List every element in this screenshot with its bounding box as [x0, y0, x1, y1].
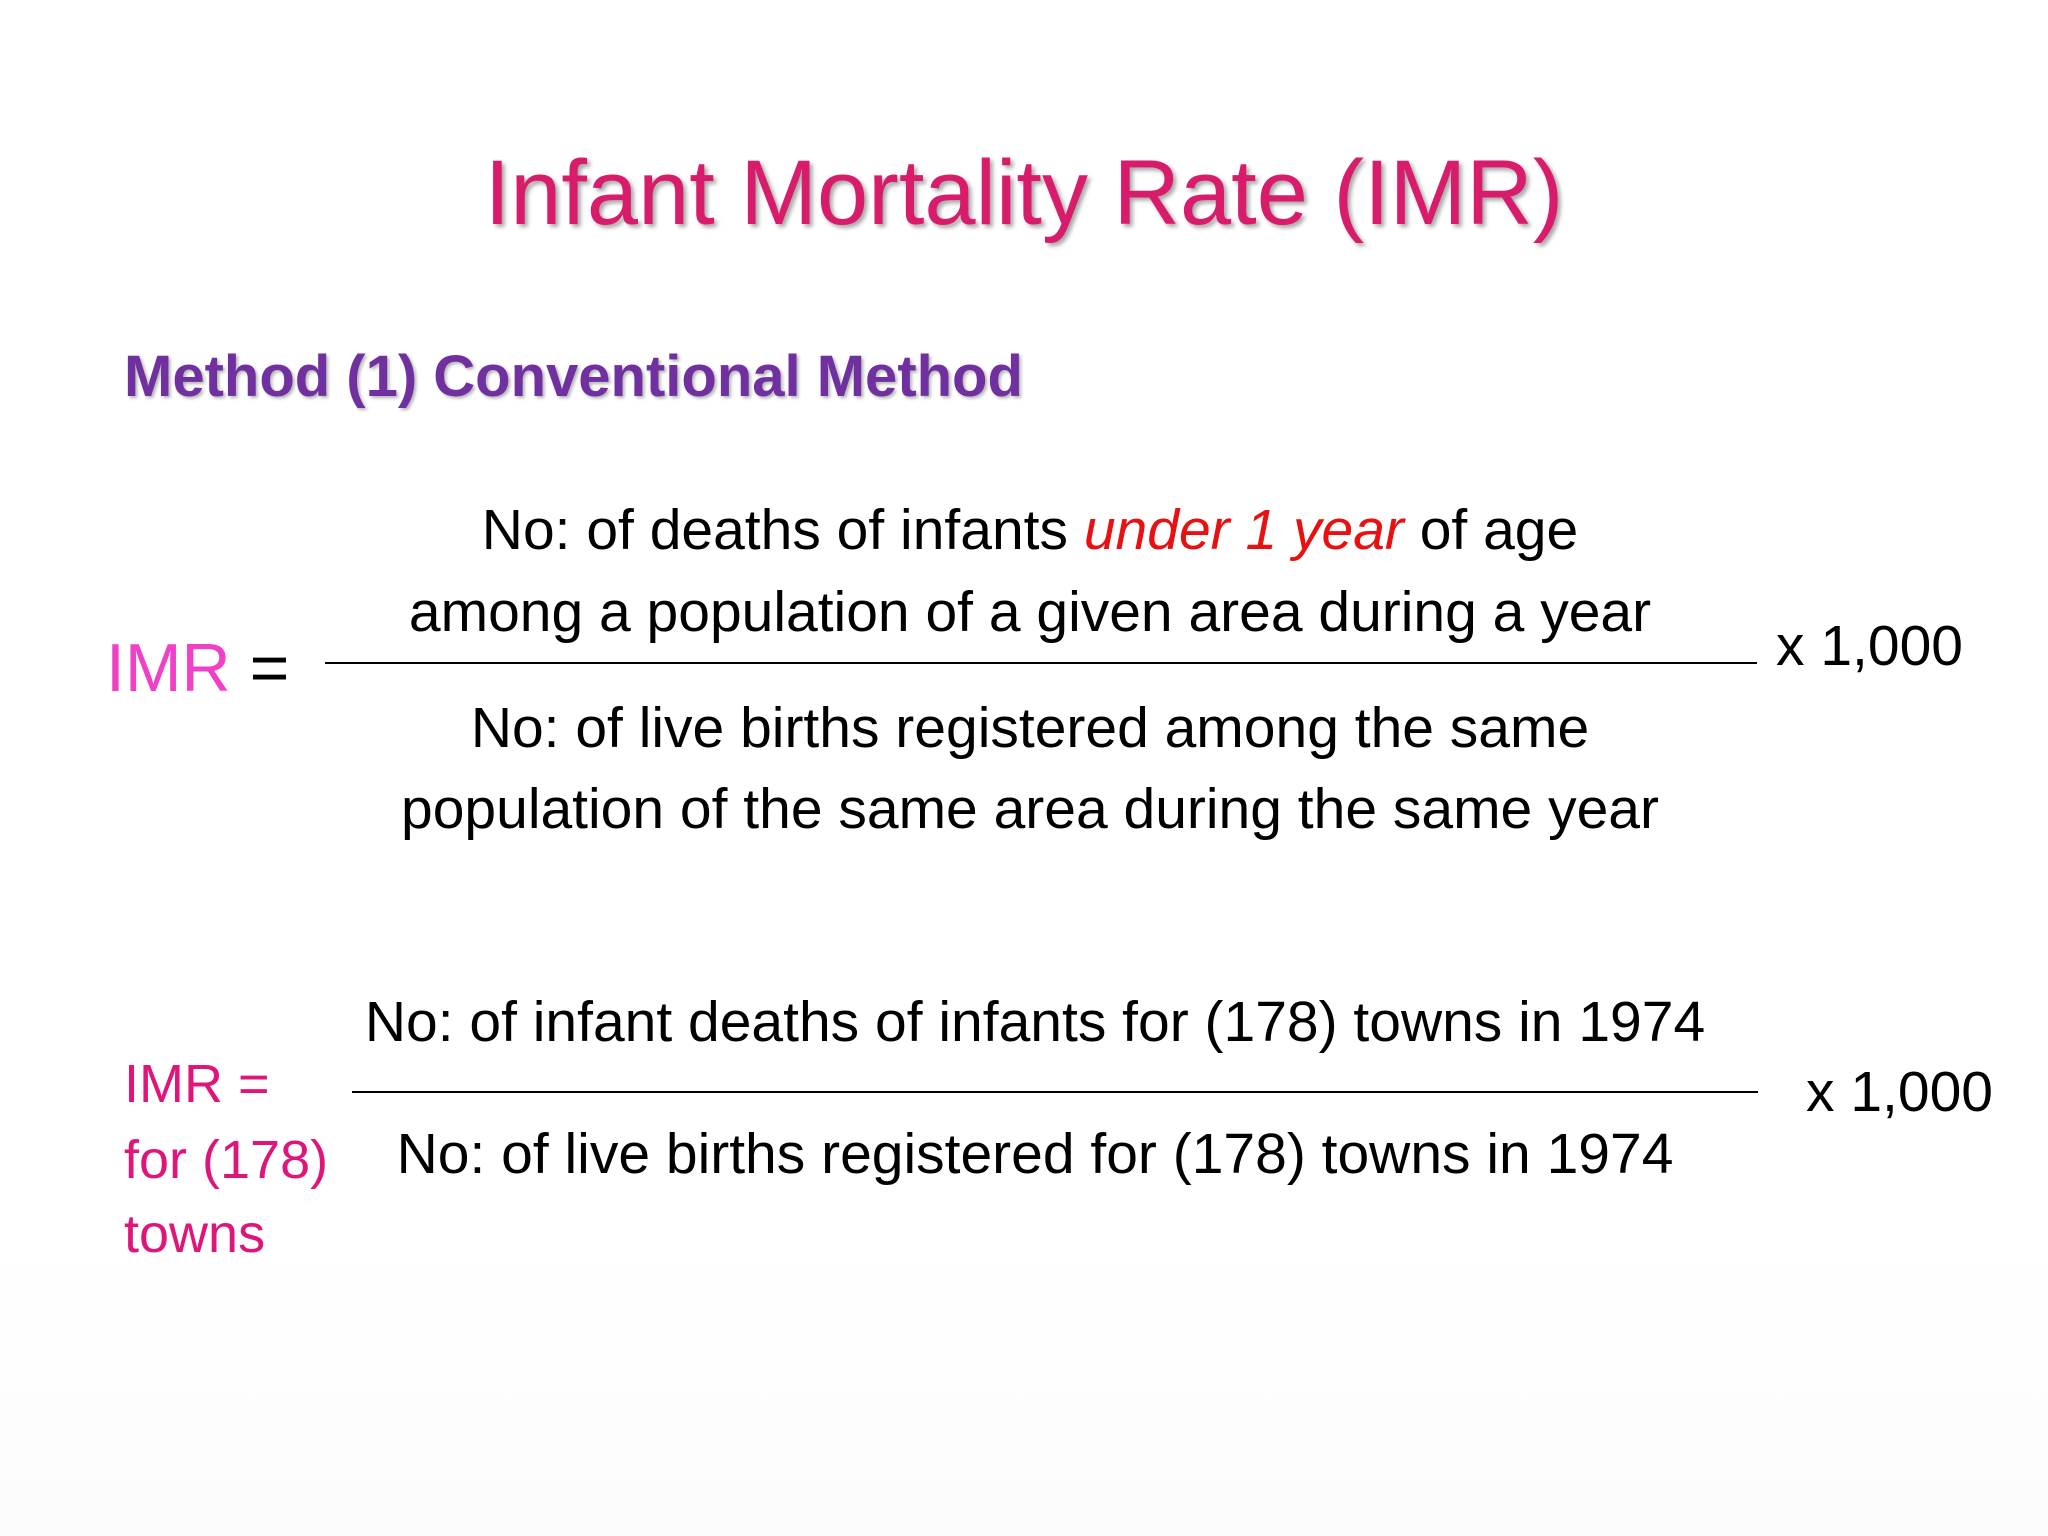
formula1-multiplier: x 1,000 — [1776, 614, 1963, 678]
formula2-denominator: No: of live births registered for (178) towns in 1974 — [396, 1122, 1674, 1186]
formula2-lhs-line3: towns — [124, 1204, 266, 1264]
formula2-numerator: No: of infant deaths of infants for (178) towns in 1974 — [364, 990, 1706, 1054]
formula2-lhs-line2: for (178) — [124, 1130, 329, 1190]
imr-label: IMR — [106, 630, 231, 706]
formula1-numerator-line1 — [300, 496, 1760, 564]
formula2-fraction-bar — [352, 1091, 1758, 1093]
slide-title: Infant Mortality Rate (IMR) — [484, 142, 1564, 244]
formula2-multiplier: x 1,000 — [1806, 1060, 1993, 1124]
formula1-denominator-line1: No: of live births registered among the same — [470, 696, 1590, 760]
formula1-lhs — [106, 628, 289, 708]
method-heading: Method (1) Conventional Method — [124, 344, 1023, 409]
numerator-text-before: No: of deaths of infants — [481, 498, 1084, 562]
formula1-fraction-bar — [325, 662, 1757, 664]
highlight-under-1-year: under 1 year — [1083, 498, 1404, 562]
formula1-numerator-line2: among a population of a given area during a year — [408, 580, 1652, 644]
formula2-lhs-line1: IMR = — [124, 1054, 270, 1114]
equals-sign: = — [249, 630, 290, 706]
formula1-denominator-line2: population of the same area during the same year — [401, 777, 1659, 841]
numerator-text-after: of age — [1403, 498, 1579, 562]
